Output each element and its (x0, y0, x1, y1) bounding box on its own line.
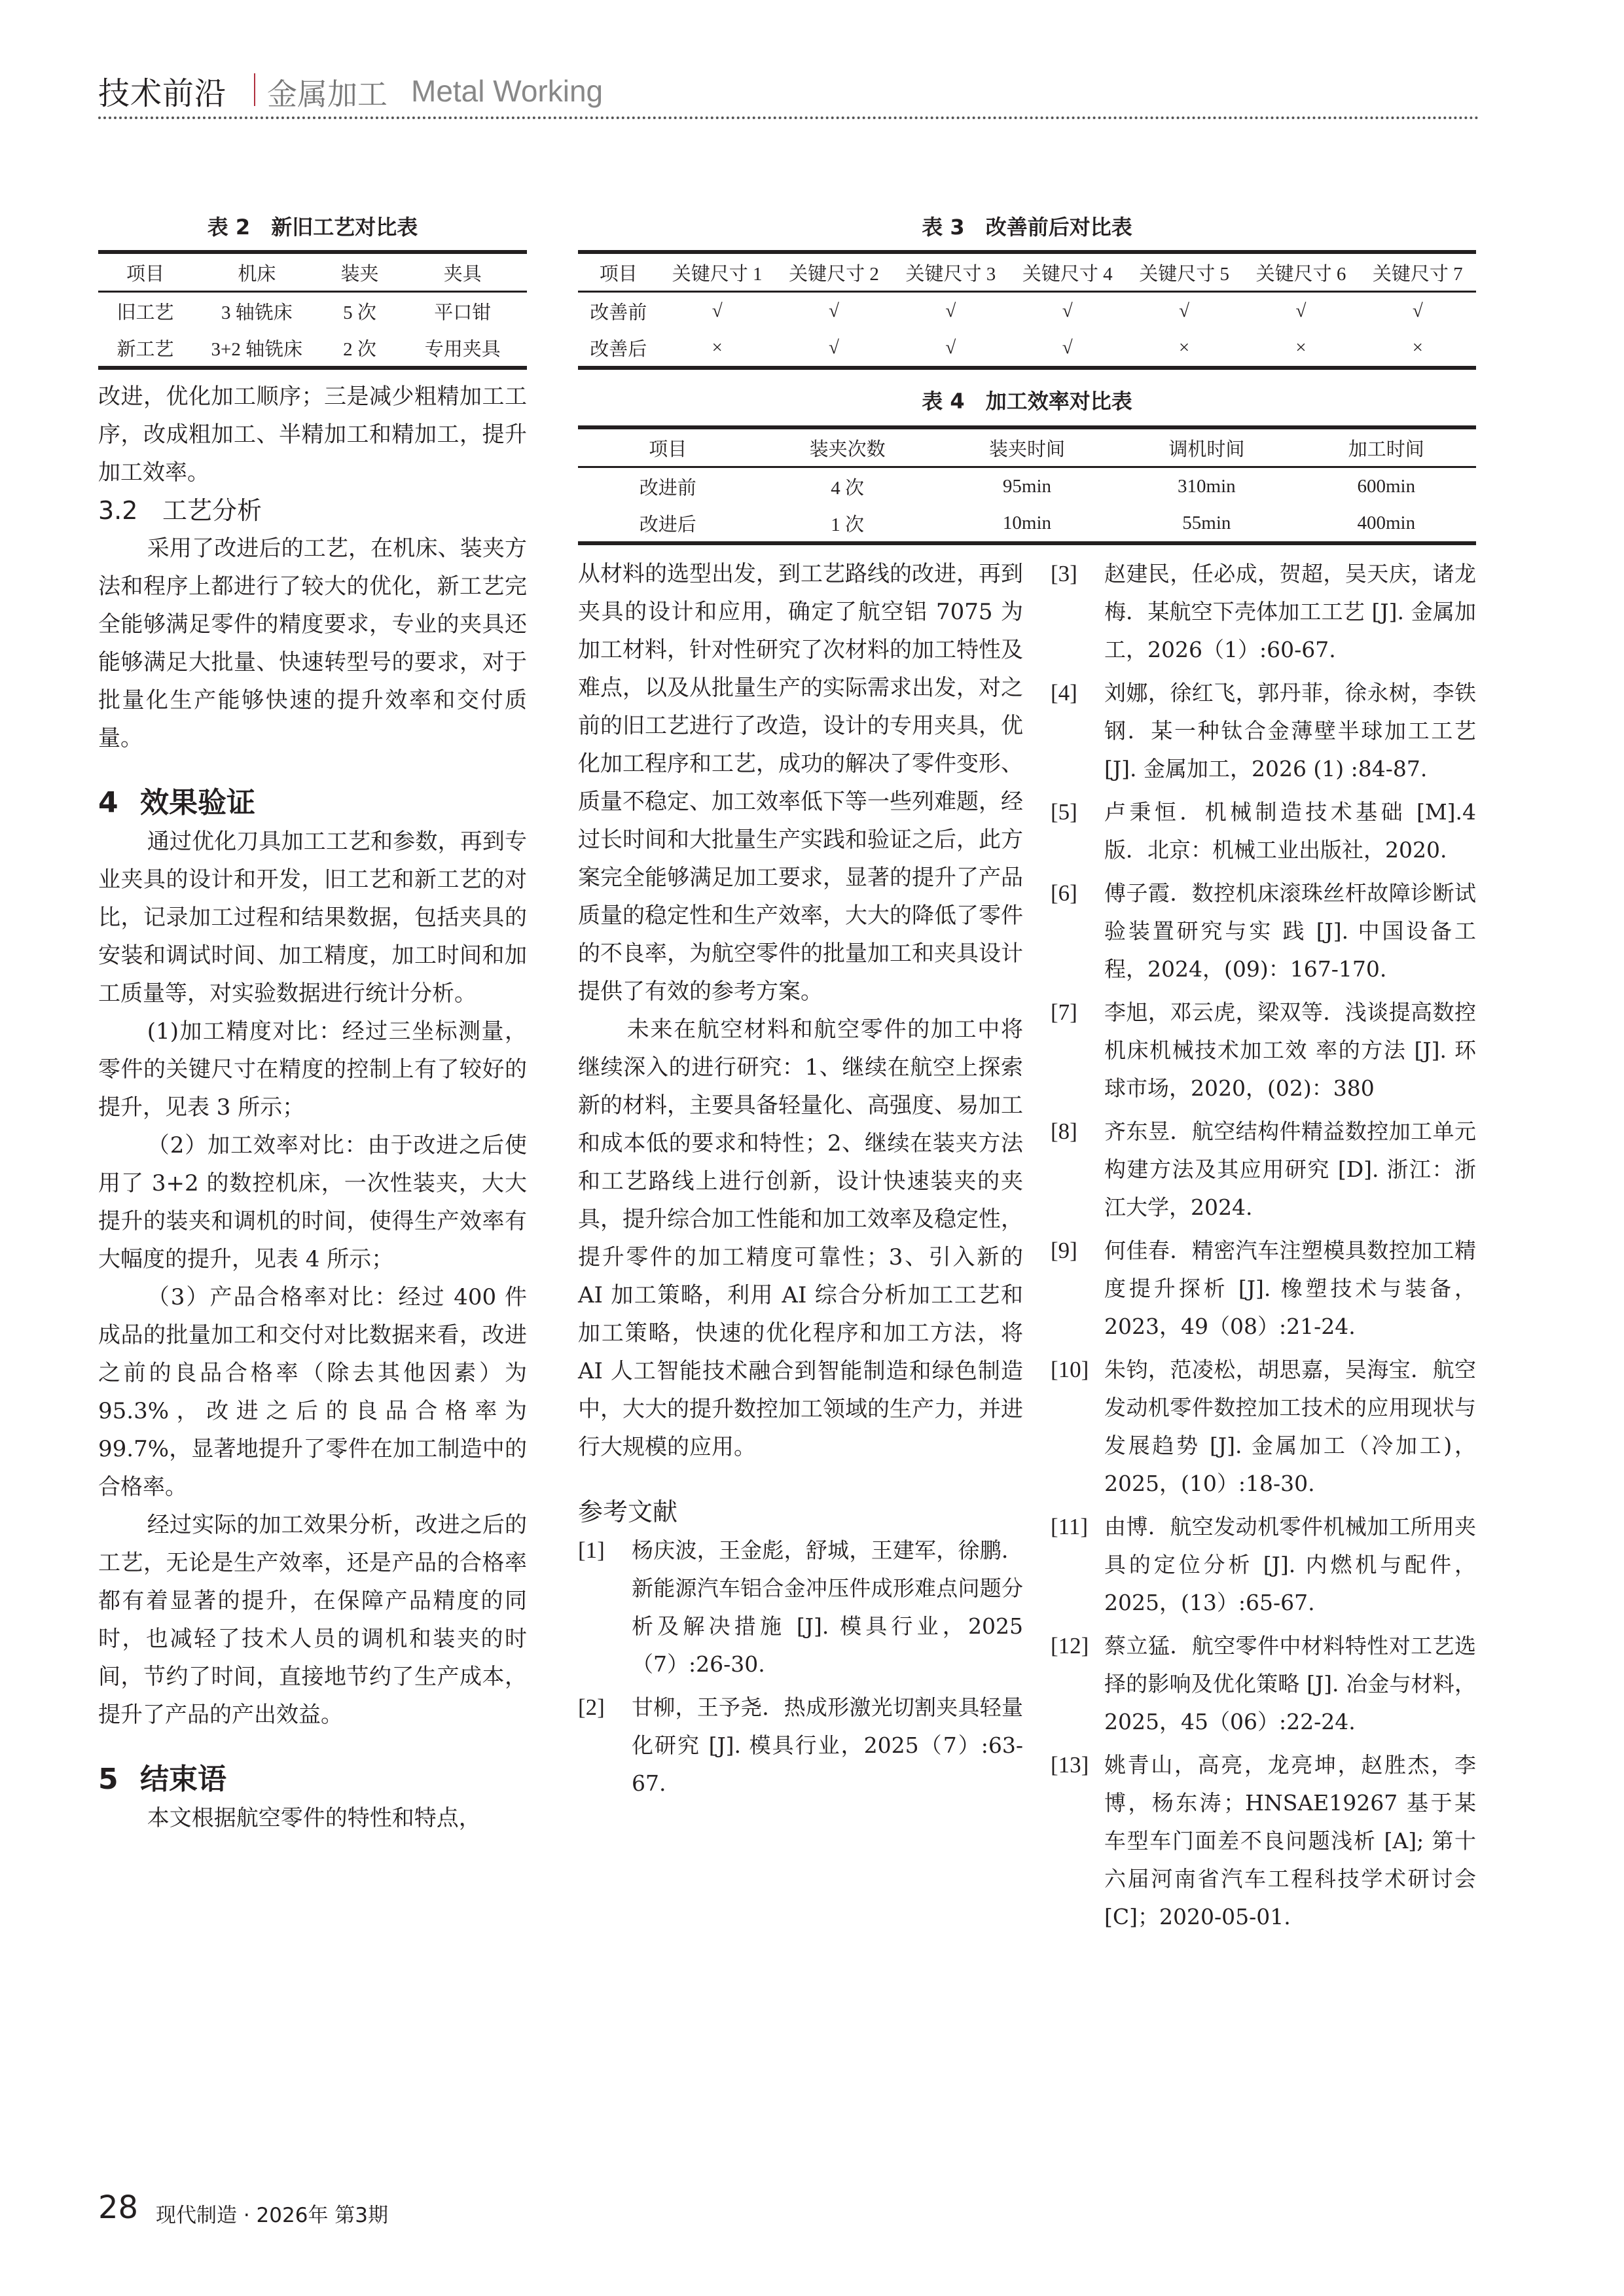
table-row (578, 292, 1476, 330)
section-number: 3.2 (98, 496, 138, 525)
reference-list (578, 1532, 1023, 1803)
reference-number: [13] (1051, 1752, 1089, 1778)
table2-cell: 5 次 (343, 302, 376, 323)
table4-cell: 10min (1002, 512, 1052, 533)
reference-text: 赵建民，任必成，贺超，吴天庆，诸龙梅．某航空下壳体加工工艺 [J]. 金属加工，2026（1）:60-67. (1104, 561, 1476, 662)
reference-text: 由博．航空发动机零件机械加工所用夹具的定位分析 [J]. 内燃机与配件，2025，(13）:65-67. (1104, 1514, 1476, 1615)
reference-text: 姚青山，高亮，龙亮坤，赵胜杰，李博，杨东涛；HNSAE19267 基于某车型车门面差不良问题浅析 [A]; 第十六届河南省汽车工程科技学术研讨会 [C]；2020-05-01. (1104, 1752, 1476, 1929)
table3-caption: 表 3 改善前后对比表 (922, 215, 1132, 240)
reference-item (578, 1532, 1023, 1683)
reference-number: [9] (1051, 1238, 1077, 1263)
column-title-cn: 金属加工 (267, 77, 388, 112)
table-row (578, 329, 1476, 368)
reference-item (1051, 674, 1476, 788)
left-column (98, 378, 527, 1837)
table4-cell: 4 次 (831, 477, 864, 499)
section-heading-5 (98, 1760, 527, 1799)
reference-number: [1] (578, 1537, 605, 1563)
section-title: 技术前沿 (98, 75, 227, 112)
paragraph: 未来在航空材料和航空零件的加工中将继续深入的进行研究：1、继续在航空上探索新的材料，主要具备轻量化、高强度、易加工和成本低的要求和特性；2、继续在装夹方法和工艺路线上进行创新，设计快速装夹的夹具，提升综合加工性能和加工效率及稳定性，提升零件的加工精度可靠性；3、引入新的 AI 加工策略，利用 AI 综合分析加工工艺和加工策略，快速的优化程序和加工方法，将 AI 人工智能技术融合到智能制造和绿色制造中，大大的提升数控加工领域的生产力，并进行大规模的应用。 (578, 1016, 1023, 1460)
table4-header-cell: 装夹次数 (809, 439, 886, 460)
table4-cell: 1 次 (831, 514, 864, 535)
section-title: 工艺分析 (162, 496, 262, 525)
reference-number: [6] (1051, 880, 1077, 906)
check-mark: √ (1062, 300, 1073, 321)
header-dotted-rule (98, 117, 1479, 119)
table4-cell: 改进后 (639, 514, 696, 535)
cross-mark: × (1412, 336, 1423, 358)
table2-caption: 表 2 新旧工艺对比表 (207, 215, 418, 240)
reference-item (1051, 555, 1476, 669)
cross-mark: × (712, 336, 723, 358)
check-mark: √ (1295, 300, 1307, 321)
section-title: 效果验证 (140, 786, 255, 819)
table2-header-cell: 机床 (238, 263, 276, 285)
table4-cell: 600min (1357, 475, 1416, 497)
table3-header-cell: 关键尺寸 1 (672, 263, 763, 285)
table-row (578, 467, 1476, 505)
table4-header-row (578, 427, 1476, 467)
reference-text: 齐东昱．航空结构件精益数控加工单元构建方法及其应用研究 [D]. 浙江：浙江大学，2024. (1104, 1119, 1476, 1220)
table3-header-cell: 项目 (599, 263, 638, 285)
table3-header-cell: 关键尺寸 3 (905, 263, 996, 285)
table3-header-cell: 关键尺寸 4 (1022, 263, 1113, 285)
table2-cell: 专用夹具 (424, 338, 501, 360)
check-mark: √ (1179, 300, 1190, 321)
reference-number: [2] (578, 1695, 605, 1720)
table2-cell: 3+2 轴铣床 (211, 338, 303, 360)
reference-item (1051, 1232, 1476, 1346)
column-title-en: Metal Working (411, 74, 604, 108)
reference-text: 朱钧，范凌松，胡思嘉，吴海宝．航空发动机零件数控加工技术的应用现状与发展趋势 [J]. 金属加工（冷加工)，2025，(10）:18-30. (1104, 1357, 1476, 1496)
reference-text: 何佳春．精密汽车注塑模具数控加工精度提升探析 [J]. 橡塑技术与装备，2023，49（08）:21-24. (1104, 1238, 1476, 1339)
paragraph: （3）产品合格率对比：经过 400 件成品的批量加工和交付对比数据来看，改进之前的良品合格率（除去其他因素）为 95.3%，改进之后的良品合格率为 99.7%，显著地提升了零件在加工制造中的合格率。 (98, 1284, 527, 1500)
section-number: 5 (98, 1763, 118, 1796)
table-row (98, 292, 527, 330)
table2-cell: 平口钳 (434, 302, 492, 323)
paragraph: 通过优化刀具加工工艺和参数，再到专业夹具的设计和开发，旧工艺和新工艺的对比，记录加工过程和结果数据，包括夹具的安装和调试时间、加工精度，加工时间和加工质量等，对实验数据进行统计分析。 (98, 829, 527, 1007)
table-row (98, 329, 527, 368)
table-row (578, 505, 1476, 543)
check-mark: √ (712, 300, 723, 321)
reference-item (1051, 1351, 1476, 1503)
journal-issue: 现代制造 · 2026年 第3期 (156, 2204, 389, 2227)
table4-cell: 改进前 (639, 477, 696, 499)
table2-header-cell: 夹具 (443, 263, 482, 285)
check-mark: √ (829, 300, 839, 321)
reference-item (1051, 874, 1476, 988)
reference-text: 傅子霞．数控机床滚珠丝杆故障诊断试验装置研究与实 践 [J]. 中国设备工程，2024，(09)：167-170. (1104, 880, 1476, 982)
table4 (578, 425, 1476, 545)
table4-header-cell: 调机时间 (1168, 439, 1245, 460)
reference-number: [5] (1051, 799, 1077, 825)
section-title: 结束语 (140, 1763, 226, 1796)
cross-mark: × (1295, 336, 1307, 358)
table3-header-row (578, 252, 1476, 292)
check-mark: √ (945, 336, 956, 358)
page-number: 28 (98, 2189, 139, 2226)
reference-number: [11] (1051, 1514, 1089, 1539)
reference-text: 刘娜，徐红飞，郭丹菲，徐永树，李铁钢．某一种钛合金薄壁半球加工工艺 [J]. 金属加工，2026 (1) :84-87. (1104, 680, 1476, 781)
table4-cell: 400min (1357, 512, 1416, 533)
reference-number: [7] (1051, 999, 1077, 1025)
reference-text: 李旭，邓云虎，梁双等．浅谈提高数控机床机械技术加工效 率的方法 [J]. 环球市场，2020，(02)：380 (1104, 999, 1476, 1101)
section-number: 4 (98, 786, 118, 819)
table2-cell: 旧工艺 (117, 302, 174, 323)
reference-item (1051, 1113, 1476, 1227)
paragraph: 改进，优化加工顺序；三是减少粗精加工工序，改成粗加工、半精加工和精加工，提升加工效率。 (98, 384, 527, 486)
reference-list (1051, 555, 1476, 1936)
paragraph: 从材料的选型出发，到工艺路线的改进，再到夹具的设计和应用，确定了航空铝 7075 为加工材料，针对性研究了次材料的加工特性及难点，以及从批量生产的实际需求出发，对之前的旧工艺进行了改造，设计的专用夹具，优化加工程序和工艺，成功的解决了零件变形、质量不稳定、加工效率低下等一些列难题，经过长时间和大批量生产实践和验证之后，此方案完全能够满足加工要求，显著的提升了产品质量的稳定性和生产效率，大大的降低了零件的不良率，为航空零件的批量加工和夹具设计提供了有效的参考方案。 (578, 561, 1023, 1005)
table4-cell: 310min (1178, 475, 1236, 497)
table4-header-cell: 加工时间 (1348, 439, 1424, 460)
table4-header-cell: 项目 (649, 439, 687, 460)
header-divider (254, 73, 255, 106)
table3-cell: 改善后 (590, 338, 647, 360)
reference-number: [8] (1051, 1119, 1077, 1144)
reference-item (1051, 994, 1476, 1107)
table3-header-cell: 关键尺寸 7 (1372, 263, 1463, 285)
section-heading-4 (98, 783, 527, 823)
reference-item (1051, 1508, 1476, 1622)
paragraph: (1)加工精度对比：经过三坐标测量，零件的关键尺寸在精度的控制上有了较好的提升，见表 3 所示； (98, 1018, 527, 1121)
paragraph: 采用了改进后的工艺，在机床、装夹方法和程序上都进行了较大的优化，新工艺完全能够满足零件的精度要求，专业的夹具还能够满足大批量、快速转型号的要求，对于批量化生产能够快速的提升效率和交付质量。 (98, 535, 527, 751)
table2-header-row (98, 252, 527, 292)
reference-text: 甘柳，王予尧．热成形激光切割夹具轻量化研究 [J]. 模具行业，2025（7）:63-67. (632, 1695, 1023, 1796)
middle-column (578, 555, 1023, 1808)
table4-cell: 55min (1182, 512, 1231, 533)
reference-number: [4] (1051, 680, 1077, 706)
table3 (578, 250, 1476, 370)
reference-item (578, 1689, 1023, 1803)
reference-number: [3] (1051, 561, 1077, 586)
cross-mark: × (1178, 336, 1190, 358)
table3-header-cell: 关键尺寸 2 (789, 263, 879, 285)
table2-header-cell: 项目 (126, 263, 165, 285)
running-header (98, 65, 1479, 124)
table2 (98, 250, 527, 370)
reference-number: [12] (1051, 1633, 1089, 1659)
table2-cell: 新工艺 (117, 338, 174, 360)
table4-caption: 表 4 加工效率对比表 (922, 389, 1132, 414)
paragraph: 经过实际的加工效果分析，改进之后的工艺，无论是生产效率，还是产品的合格率都有着显著的提升，在保障产品精度的同时，也减轻了技术人员的调机和装夹的时间，节约了时间，直接地节约了生产成本，提升了产品的产出效益。 (98, 1512, 527, 1728)
table3-header-cell: 关键尺寸 6 (1255, 263, 1346, 285)
right-column (1051, 555, 1476, 1941)
references-heading: 参考文献 (578, 1498, 678, 1526)
paragraph: 本文根据航空零件的特性和特点， (147, 1805, 481, 1831)
reference-text: 杨庆波，王金彪，舒城，王建军，徐鹏．新能源汽车铝合金冲压件成形难点问题分析及解决措施 [J]. 模具行业，2025（7）:26-30. (632, 1537, 1023, 1677)
table3-header-cell: 关键尺寸 5 (1139, 263, 1229, 285)
check-mark: √ (1062, 336, 1073, 358)
table2-cell: 2 次 (343, 338, 376, 360)
reference-number: [10] (1051, 1357, 1089, 1382)
reference-item (1051, 1627, 1476, 1741)
reference-item (1051, 1746, 1476, 1936)
reference-item (1051, 793, 1476, 869)
table3-cell: 改善前 (590, 302, 647, 323)
check-mark: √ (1412, 300, 1423, 321)
table4-header-cell: 装夹时间 (988, 439, 1065, 460)
table4-cell: 95min (1002, 475, 1052, 497)
table2-header-cell: 装夹 (340, 263, 379, 285)
check-mark: √ (829, 336, 839, 358)
reference-text: 蔡立猛．航空零件中材料特性对工艺选择的影响及优化策略 [J]. 冶金与材料，2025，45（06）:22-24. (1104, 1633, 1476, 1734)
check-mark: √ (945, 300, 956, 321)
paragraph: （2）加工效率对比：由于改进之后使用了 3+2 的数控机床，一次性装夹，大大提升的装夹和调机的时间，使得生产效率有大幅度的提升，见表 4 所示； (98, 1132, 527, 1272)
section-heading-3-2 (98, 492, 527, 529)
reference-text: 卢秉恒．机械制造技术基础 [M].4 版．北京：机械工业出版社，2020. (1104, 799, 1476, 863)
table2-cell: 3 轴铣床 (221, 302, 293, 323)
